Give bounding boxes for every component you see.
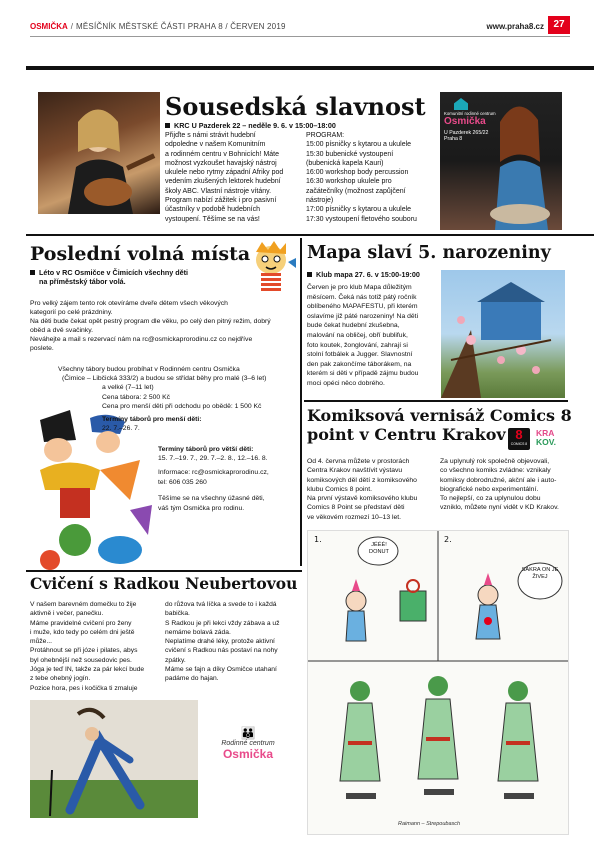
- bottom-rule: [26, 570, 302, 572]
- text-line: Máme pravidelné cvičení pro ženy: [30, 619, 132, 627]
- text-line: komiksových děl dětí z komiksového: [307, 476, 417, 484]
- comic-drawing: [307, 530, 569, 835]
- text-line: den pak zakončíme táborákem, na: [307, 360, 412, 368]
- komiks-title-1: Komiksová vernisáž Comics 8: [307, 406, 572, 425]
- page-number: 27: [548, 16, 570, 34]
- mista-title: Poslední volná místa: [30, 243, 251, 265]
- text-line: Všechny tábory budou probíhat v Rodinném centru Osmička: [58, 366, 240, 373]
- text-line: Jóga je teď IN, takže za pár lekcí bude: [30, 666, 145, 674]
- text-line: Program nabízí zážitek i pro pasivní: [165, 197, 277, 205]
- komiks-col2: [440, 457, 572, 513]
- mapa-datetime: Klub mapa 27. 6. v 15:00-19:00: [316, 270, 420, 279]
- text-line: Centra Krakov navštívit výstavu: [307, 467, 403, 475]
- comics8-logo: [508, 428, 530, 450]
- rc-logo-line-1: Rodinné centrum: [221, 740, 275, 747]
- header-url[interactable]: www.praha8.cz: [486, 21, 544, 31]
- cviceni-title: Cvičení s Radkou Neubertovou: [30, 574, 298, 593]
- text-line: Protáhnout se při józe i pilates, abys: [30, 647, 138, 655]
- cviceni-col1: [30, 600, 162, 693]
- text-line: nástroje): [306, 197, 334, 205]
- text-line: foto koutek, žonglování, zahrají si: [307, 341, 408, 349]
- mista-bullets: [30, 268, 188, 286]
- text-line: 15:00 písničky s kytarou a ukulele: [306, 141, 412, 149]
- slavnost-datetime: KRC U Pazderek 22 – neděle 9. 6. v 15:00–18:00: [174, 121, 336, 130]
- panel-number-1: 1.: [314, 535, 322, 544]
- mapa-bullet: [307, 270, 420, 279]
- text-line: a velké (7–11 let): [102, 384, 154, 392]
- slavnost-col2: [306, 131, 438, 224]
- text-line: kterém si děti v případě zájmu budou: [307, 370, 419, 378]
- text-line: vystoupení. Těšíme se na vás!: [165, 215, 260, 223]
- text-line: PROGRAM:: [306, 132, 345, 139]
- text-line: Přijďte s námi strávit hudební: [165, 132, 256, 139]
- text-line: aktivně i večer, panečku.: [30, 610, 104, 618]
- yoga-illustration: [30, 700, 198, 818]
- mapa-rule: [304, 400, 568, 402]
- mista-bullet-1-text: Léto v RC Osmičce v Čimicích všechny děti: [39, 268, 188, 277]
- guitarist-illustration: [38, 92, 160, 214]
- text-line: do růžova tvá líčka a svede to i každá: [165, 601, 277, 608]
- mista-intro: [30, 299, 295, 353]
- text-line: oběd a dvě svačinky.: [30, 327, 93, 334]
- text-line: možnost vyzkoušet havajský nástroj: [165, 159, 277, 167]
- slavnost-col1: [165, 131, 305, 224]
- text-line: ukulele nebo rytmy západní Afriky pod: [165, 169, 284, 177]
- closing-line-1: Těšíme se na všechny úžasné děti,: [158, 495, 265, 502]
- mista-big-terms: [158, 445, 268, 463]
- text-line: oslavíme již páté narozeniny! Na děti: [307, 312, 419, 320]
- text-line: co všechno komiks zvládne: vznikaly: [440, 467, 551, 475]
- text-line: Pro velký zájem tento rok otevíráme dveře dětem všech věkových: [30, 300, 228, 307]
- cartoon-pirates-illustration: [30, 410, 154, 575]
- text-line: 15:30 bubenické vystoupení: [306, 150, 394, 158]
- text-line: poslete.: [30, 345, 54, 352]
- text-line: oblíbeného MAPAFESTU, při kterém: [307, 303, 418, 311]
- comics8-number: 8: [515, 427, 523, 442]
- slavnost-title: Sousedská slavnost: [165, 92, 426, 121]
- text-line: Červen je pro klub Mapa důležitým: [307, 284, 412, 291]
- logo-small-text: Komunitní rodinné centrum: [444, 111, 496, 116]
- drawing-signature: Raimann – Strepoubasch: [398, 821, 461, 827]
- mista-bullet-2-text: na příměstský tábor volá.: [39, 277, 126, 286]
- text-line: vzniklo, můžete nyní vidět v KD Krakov.: [440, 504, 559, 512]
- text-line: 16:00 workshop body percussion: [306, 169, 409, 177]
- comics8-label: COMICS 8: [510, 442, 528, 446]
- mapa-body: [307, 283, 441, 389]
- mista-bullet-2: [30, 277, 188, 286]
- text-line: Comics 8 Point se představí děti: [307, 504, 405, 512]
- section-rule: [26, 234, 594, 236]
- text-line: ve věkovém rozmezí 10–13 let.: [307, 513, 402, 521]
- logo-people-icon: 👪: [240, 726, 256, 740]
- osmicka-logo: [444, 98, 496, 142]
- text-line: školy ABC. Vlastní nástroje vítány.: [165, 187, 272, 195]
- rc-osmicka-logo: [208, 726, 288, 761]
- logo-name: Osmička: [444, 116, 486, 127]
- text-line: Neplatíme drahé léky, protože aktivní: [165, 638, 275, 646]
- guitarist-photo: [38, 92, 160, 214]
- mista-bullet-1: [30, 268, 188, 277]
- mista-closing: [158, 494, 265, 513]
- text-line: stolní fotbálek a Jugger. Slavnostní: [307, 351, 413, 359]
- text-line: malování na obličej, obří bublifuk,: [307, 331, 408, 339]
- text-line: kategorií po celé prázdniny.: [30, 309, 113, 316]
- closing-line-2: váš tým Osmička pro rodinu.: [158, 504, 245, 512]
- speech-bubble-2: SAKRA ON JE ŽIVEJ: [521, 567, 559, 580]
- text-line: odpoledne v našem Komunitním: [165, 141, 266, 149]
- blossom-illustration: [441, 270, 565, 398]
- text-line: 17:30 vystoupení fletového souboru: [306, 215, 417, 223]
- text-line: Na první výstavě komiksového klubu: [307, 495, 418, 503]
- bullet-square: [165, 123, 170, 128]
- cviceni-col2: [165, 600, 297, 684]
- header-rule: [30, 36, 570, 37]
- pirates-drawing: [30, 410, 154, 575]
- text-line: padáme do hajan.: [165, 675, 219, 683]
- header-brand: OSMIČKA: [30, 21, 68, 31]
- logo-address-2: Praha 8: [444, 136, 463, 142]
- text-line: V našem barevném domečku to žije: [30, 601, 137, 608]
- big-terms-value: 15. 7.–19. 7., 29. 7.–2. 8., 12.–16. 8.: [158, 455, 268, 462]
- text-line: cvičení s Radkou nás postaví na nohy: [165, 647, 278, 655]
- text-line: Neváhejte a mail s rezervací nám na rc@osmickaprorodinu.cz co nejdříve: [30, 336, 253, 343]
- text-line: i muže, kdo tedy po celém dni ještě: [30, 628, 135, 636]
- text-line: Máme se fajn a díky Osmičce utahaní: [165, 666, 277, 674]
- text-line: měsícem. Čeká nás totiž pátý ročník: [307, 293, 417, 301]
- slavnost-bullet: [165, 121, 336, 130]
- cartoon-kid-illustration: [244, 240, 298, 296]
- bullet-square: [30, 270, 35, 275]
- text-line: komiksy dobrodružné, akční ale i auto-: [440, 476, 557, 484]
- text-line: Cena pro menší děti při odchodu po obědě: 1 500 Kč: [102, 402, 262, 410]
- small-terms-value: 22. 7.–26. 7.: [102, 425, 140, 432]
- text-line: Cena tábora: 2 500 Kč: [102, 393, 171, 401]
- text-line: zpátky.: [165, 656, 186, 664]
- text-line: Za uplynulý rok společně objevovali,: [440, 458, 550, 465]
- section-top-bar: [26, 66, 594, 70]
- speech-bubble-1: JÉÉÉ! DONUT: [369, 542, 389, 555]
- panel-number-2: 2.: [444, 535, 452, 544]
- text-line: (bubenická kapela Kauri): [306, 159, 384, 167]
- text-line: účastníky v podobě hudebních: [165, 206, 260, 214]
- mista-camp: [58, 365, 298, 411]
- text-line: bude čekat hudební zkušebna,: [307, 322, 400, 330]
- text-line: Pozice hora, pes i kočička ti zmaluje: [30, 684, 138, 692]
- text-line: To nejlepší, co za uplynulou dobu: [440, 495, 541, 503]
- text-line: Na děti bude čekat opět pestrý program dle věku, po celý den pitný režim, dobrý: [30, 318, 271, 325]
- text-line: 17:00 písničky s kytarou a ukulele: [306, 206, 412, 214]
- drummer-photo: [440, 92, 562, 230]
- text-line: a rodinném centru v Bohnicích! Máte: [165, 150, 280, 158]
- house-icon: [454, 98, 468, 110]
- komiks-col1: [307, 457, 437, 522]
- text-line: klubu Comics 8 point.: [307, 485, 372, 493]
- text-line: biografické nebo experimentální.: [440, 485, 539, 493]
- text-line: nemáme bolavá záda.: [165, 628, 231, 636]
- logo-address-1: U Pazderek 265/22: [444, 130, 489, 136]
- text-line: vedením zkušených lektorek hudební: [165, 178, 281, 186]
- cartoon-kid-top: [244, 240, 298, 296]
- big-terms-label: Termíny táborů pro větší děti:: [158, 446, 254, 453]
- krakov-line-1: KRA: [536, 428, 555, 438]
- info-email[interactable]: Informace: rc@osmickaprorodinu.cz,: [158, 469, 269, 476]
- krakov-logo: [536, 429, 556, 447]
- krakov-line-2: KOV.: [536, 437, 557, 447]
- text-line: 16:30 workshop ukulele pro: [306, 178, 392, 186]
- text-line: moci opéci něco dobrého.: [307, 379, 385, 387]
- rc-logo-line-2: Osmička: [222, 747, 274, 761]
- small-terms-label: Termíny táborů pro menší děti:: [102, 416, 202, 423]
- text-line: Od 4. června můžete v prostorách: [307, 458, 410, 465]
- header-separator: /: [70, 21, 74, 31]
- text-line: může...: [30, 638, 52, 646]
- blossom-house-photo: [441, 270, 565, 398]
- text-line: byl ohebnější než sousedovic pes.: [30, 656, 132, 664]
- bullet-square: [307, 272, 312, 277]
- mapa-title: Mapa slaví 5. narozeniny: [307, 243, 551, 263]
- header-subtitle: MĚSÍČNÍK MĚSTSKÉ ČÁSTI PRAHA 8 / ČERVEN 2019: [76, 21, 286, 31]
- text-line: (Čimice – Libčická 333/2) a budou se střídat běhy pro malé (3–6 let): [62, 375, 267, 383]
- text-line: z tebe ohebný jogín.: [30, 675, 91, 683]
- text-line: babička.: [165, 610, 190, 618]
- text-line: S Radkou je při lekci vždy zábava a už: [165, 619, 280, 627]
- mista-info: [158, 468, 269, 487]
- yoga-photo: [30, 700, 198, 818]
- mista-small-terms: [102, 415, 202, 433]
- column-divider: [300, 238, 302, 566]
- komiks-title-2: point v Centru Krakov: [307, 425, 506, 444]
- page-header: [30, 18, 570, 34]
- komiks-title: [307, 406, 572, 444]
- info-phone[interactable]: tel: 606 035 260: [158, 478, 207, 486]
- text-line: začátečníky (možnost zapůjčení: [306, 187, 406, 195]
